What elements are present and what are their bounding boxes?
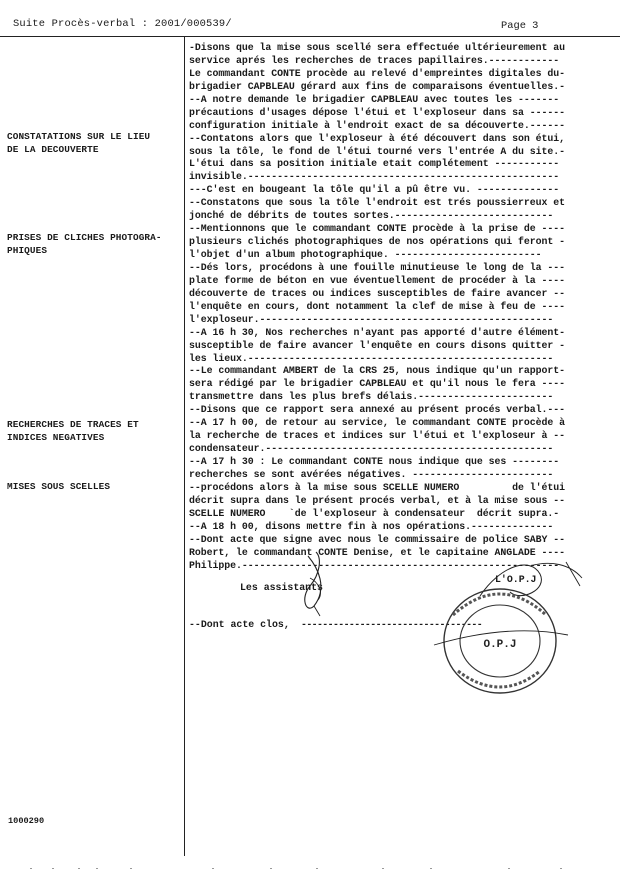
- body-line: sous la tôle, le fond de l'étui tourné vers l'entrée A du site.-: [189, 145, 566, 157]
- body-line: --A 17 h 30 : Le commandant CONTE nous indique que ses --------: [189, 456, 560, 467]
- body-line: L'étui dans sa position initiale etait complétement -----------: [189, 158, 560, 170]
- body-line: Robert, le commandant CONTE Denise, et le capitaine ANGLADE ----: [189, 546, 566, 558]
- body-line: susceptible de faire avancer l'enquête en cours disons quitter -: [189, 339, 566, 351]
- body-line: Philippe.------------------------------------------------------: [189, 559, 560, 571]
- closing-text: --Dont acte clos,: [189, 619, 290, 630]
- body-line: jonché de débrits de toutes sortes.---------------------------: [189, 210, 554, 222]
- header-rule: [0, 36, 620, 37]
- body-line: --A 18 h 00, disons mettre fin à nos opérations.--------------: [189, 520, 554, 532]
- body-line: sera rédigé par le brigadier CAPBLEAU et qu'il nous le fera ----: [189, 378, 566, 390]
- body-line: l'exploseur.--------------------------------------------------: [189, 313, 554, 325]
- body-line: --Dés lors, procédons à une fouille minutieuse le long de la ---: [189, 261, 566, 273]
- side-heading-line: INDICES NEGATIVES: [7, 431, 105, 443]
- body-line: découverte de traces ou indices susceptibles de faire avancer --: [189, 287, 566, 299]
- opj-label: L'O.P.J: [495, 574, 537, 585]
- column-divider: [184, 36, 185, 856]
- body-line: ---C'est en bougeant la tôle qu'il a pû être vu. --------------: [189, 184, 560, 196]
- page-number: Page 3: [501, 20, 539, 32]
- body-line: --procédons alors à la mise sous SCELLE NUMERO de l'étui: [189, 481, 566, 493]
- body-line: --A 16 h 30, Nos recherches n'ayant pas apporté d'autre élément-: [189, 326, 566, 338]
- body-line: --Contatons alors que l'exploseur à été découvert dans son étui,: [189, 132, 566, 144]
- body-line: plate forme de béton en vue éventuellement de procéder à la ----: [189, 274, 566, 286]
- header-left: Suite Procès-verbal : 2001/000539/: [13, 18, 232, 30]
- body-line: Le commandant CONTE procède au relevé d'empreintes digitales du-: [189, 67, 566, 79]
- body-line: brigadier CAPBLEAU gérard aux fins de comparaisons éventuelles.-: [189, 80, 566, 92]
- body-line: l'objet d'un album photographique. -------------------------: [189, 249, 542, 260]
- side-heading-line: MISES SOUS SCELLES: [7, 481, 111, 492]
- police-stamp-icon: [428, 575, 573, 710]
- body-line: décrit supra dans le présent procés verbal, et à la mise sous --: [189, 494, 566, 506]
- side-heading-line: PRISES DE CLICHES PHOTOGRA-: [7, 232, 162, 243]
- side-heading-recherches: [7, 419, 139, 445]
- side-heading-scelles: [7, 481, 110, 494]
- body-line: -Disons que la mise sous scellé sera effectuée ultérieurement au: [189, 42, 566, 53]
- body-line: --Disons que ce rapport sera annexé au présent procés verbal.---: [189, 404, 566, 416]
- body-line: la recherche de traces et indices sur l'étui et l'exploseur à --: [189, 430, 566, 442]
- body-line: plusieurs clichés photographiques de nos opérations qui feront -: [189, 236, 566, 248]
- assistants-label: Les assistants: [240, 582, 323, 593]
- document-number: 1000290: [8, 816, 45, 826]
- body-line: --Dont acte que signe avec nous le commissaire de police SABY --: [189, 533, 566, 545]
- body-line: condensateur.-------------------------------------------------: [189, 443, 554, 455]
- side-heading-line: CONSTATATIONS SUR LE LIEU: [7, 131, 151, 142]
- body-line: recherches se sont avérées négatives. ------------------------: [189, 468, 554, 480]
- body-line: configuration initiale à l'endroit exact de sa découverte.------: [189, 119, 566, 131]
- body-text: [189, 42, 597, 572]
- side-heading-cliches: [7, 232, 162, 258]
- closing-dashes: ----------------------------------: [301, 619, 483, 630]
- side-heading-line: DE LA DECOUVERTE: [7, 143, 99, 155]
- side-heading-constatations: [7, 131, 150, 157]
- stamp-inner-text: O.P.J: [483, 639, 517, 651]
- scan-specks: [0, 868, 620, 874]
- assistant-signature-icon: [288, 548, 358, 618]
- body-line: --A 17 h 00, de retour au service, le commandant CONTE procède à: [189, 417, 566, 429]
- body-line: les lieux.----------------------------------------------------: [189, 352, 554, 364]
- body-line: transmettre dans les plus brefs délais.-----------------------: [189, 391, 554, 403]
- body-line: précautions d'usages dépose l'étui et l'exploseur dans sa ------: [189, 106, 566, 118]
- body-line: service aprés les recherches de traces papillaires.------------: [189, 54, 560, 66]
- body-line: invisible.-----------------------------------------------------: [189, 171, 560, 183]
- side-heading-line: RECHERCHES DE TRACES ET: [7, 419, 139, 430]
- body-line: --Le commandant AMBERT de la CRS 25, nous indique qu'un rapport-: [189, 365, 566, 377]
- body-line: l'enquête en cours, dont notamment la clef de mise à feu de ----: [189, 300, 566, 312]
- body-line: --Constatons que sous la tôle l'endroit est trés poussierreux et: [189, 197, 566, 209]
- body-line: --Mentionnons que le commandant CONTE procède à la prise de ----: [189, 223, 566, 235]
- body-line: SCELLE NUMERO `de l'exploseur à condensateur décrit supra.-: [189, 507, 560, 519]
- side-heading-line: PHIQUES: [7, 244, 48, 256]
- body-line: --A notre demande le brigadier CAPBLEAU avec toutes les -------: [189, 93, 560, 105]
